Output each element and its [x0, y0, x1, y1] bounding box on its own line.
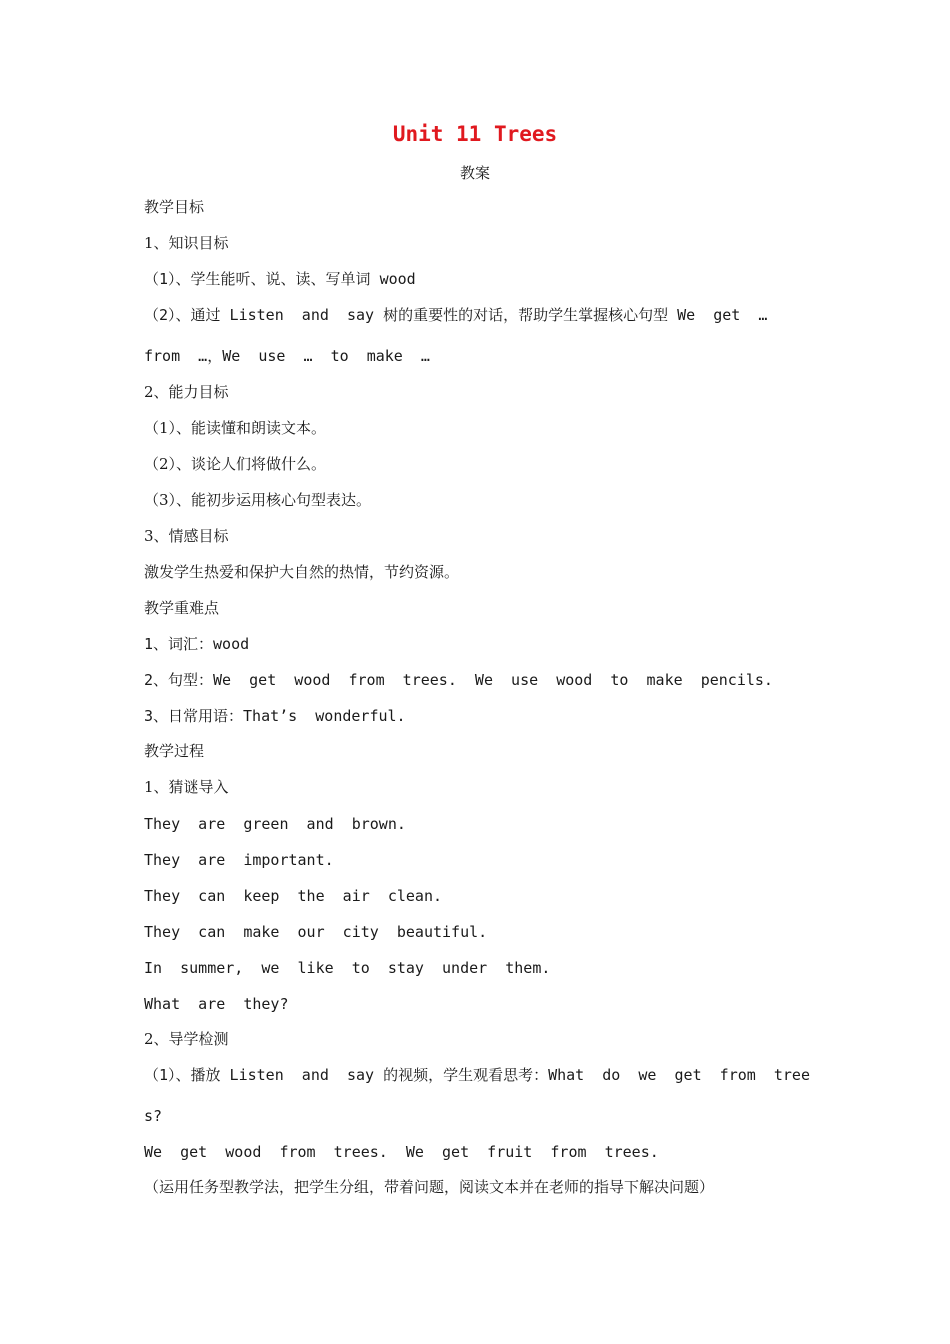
paragraph: 激发学生热爱和保护大自然的热情，节约资源。: [144, 563, 460, 581]
paragraph: （1）、播放 Listen and say 的视频，学生观看思考：What do we get from tree: [144, 1066, 810, 1084]
paragraph: （运用任务型教学法，把学生分组，带着问题，阅读文本并在老师的指导下解决问题）: [144, 1178, 715, 1196]
heading-key-points: 教学重难点: [144, 599, 220, 617]
riddle-line: They can make our city beautiful.: [144, 923, 488, 941]
riddle-line: They are green and brown.: [144, 815, 406, 833]
riddle-line: In summer, we like to stay under them.: [144, 959, 551, 977]
paragraph: 1、词汇：wood: [144, 635, 250, 653]
heading-teaching-process: 教学过程: [144, 742, 205, 760]
riddle-line: They are important.: [144, 851, 334, 869]
heading-objectives: 教学目标: [144, 198, 205, 216]
riddle-line: They can keep the air clean.: [144, 887, 443, 905]
document-subtitle: 教案: [459, 164, 490, 182]
heading-guided-check: 2、导学检测: [144, 1030, 229, 1048]
heading-riddle-intro: 1、猜谜导入: [144, 778, 229, 796]
riddle-line: What are they?: [144, 995, 289, 1013]
paragraph: （2）、通过 Listen and say 树的重要性的对话，帮助学生掌握核心句型 We get …: [144, 306, 768, 324]
paragraph: （1）、学生能听、说、读、写单词 wood: [144, 270, 416, 288]
document-title: Unit 11 Trees: [392, 122, 558, 146]
paragraph: 2、句型：We get wood from trees. We use wood to make pencils.: [144, 671, 773, 689]
paragraph: 3、日常用语：That’s wonderful.: [144, 707, 406, 725]
paragraph: s?: [144, 1107, 163, 1125]
heading-ability-goals: 2、能力目标: [144, 383, 229, 401]
paragraph: from …，We use … to make …: [144, 347, 430, 365]
paragraph: （2）、谈论人们将做什么。: [144, 455, 327, 473]
paragraph: （3）、能初步运用核心句型表达。: [144, 491, 372, 509]
paragraph: （1）、能读懂和朗读文本。: [144, 419, 327, 437]
heading-knowledge-goals: 1、知识目标: [144, 234, 229, 252]
heading-emotional-goals: 3、情感目标: [144, 527, 229, 545]
paragraph: We get wood from trees. We get fruit from trees.: [144, 1143, 659, 1161]
